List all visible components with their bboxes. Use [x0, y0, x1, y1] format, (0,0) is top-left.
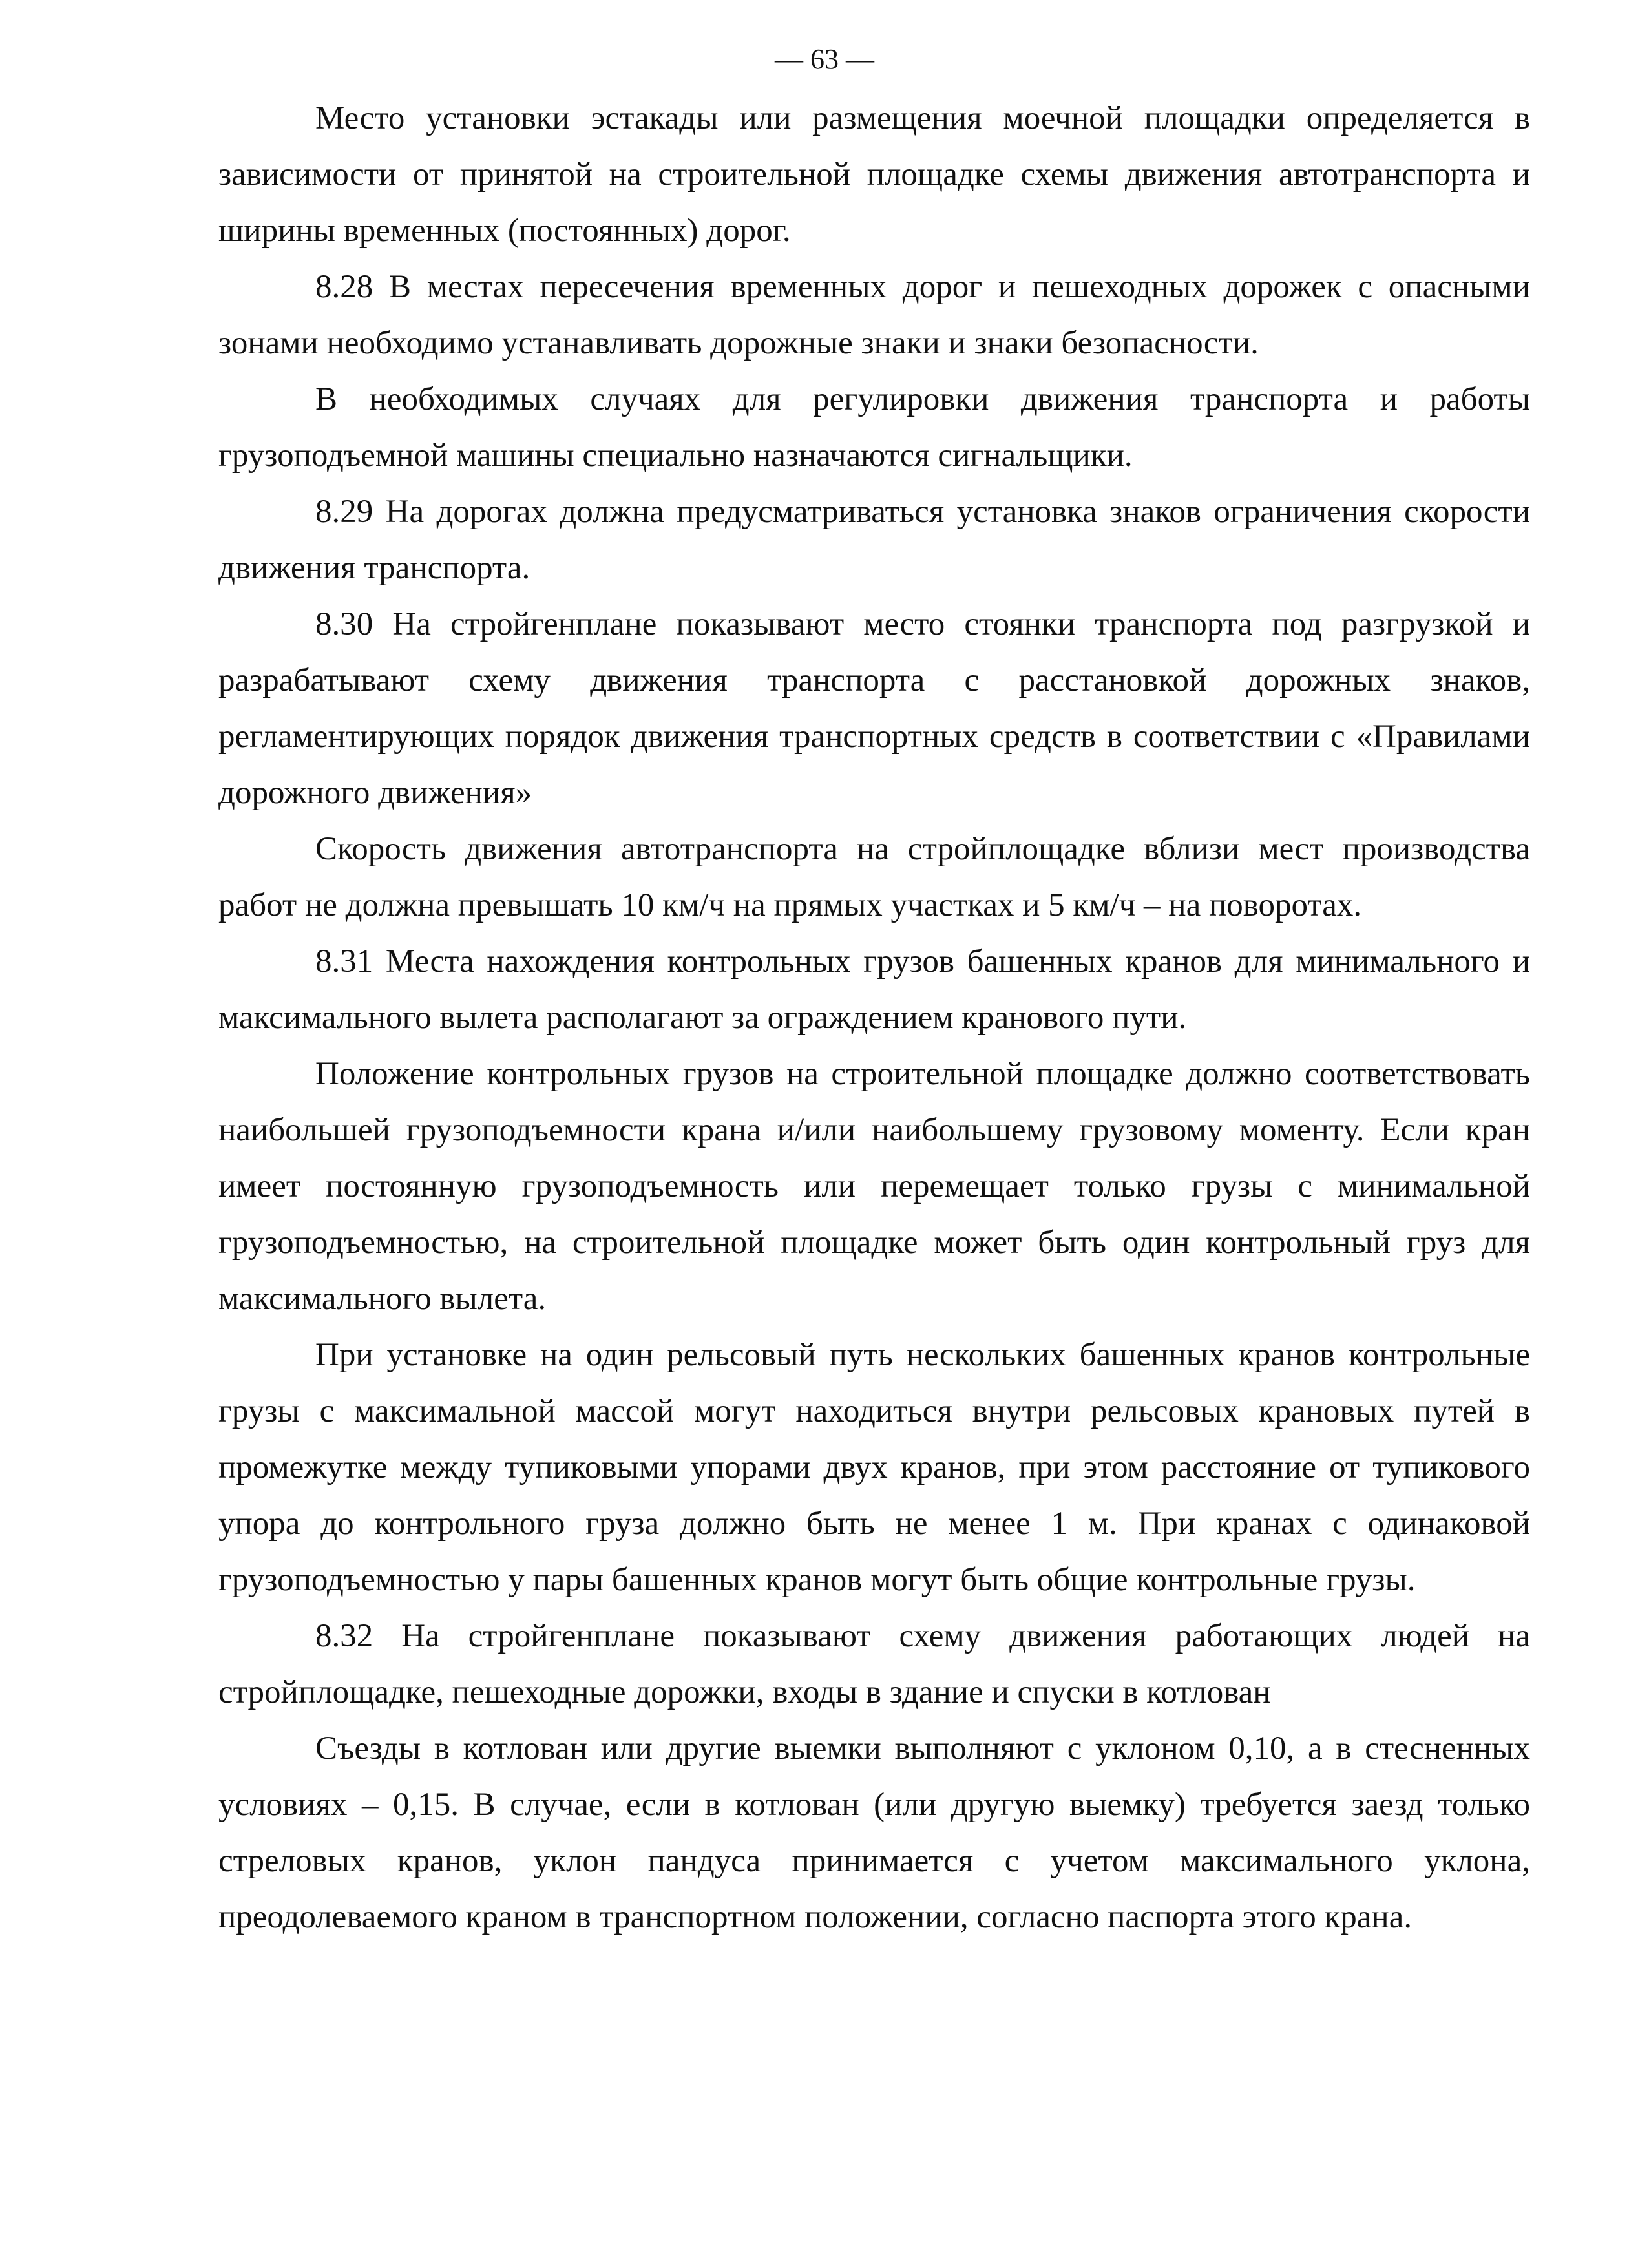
paragraph-2: 8.28 В местах пересечения временных дорог и пешеходных дорожек с опасными зонами необходимо устанавливать дорожные знаки и знаки безопасности.	[218, 269, 1530, 361]
paragraph-9: При установке на один рельсовый путь нескольких башенных кранов контрольные грузы с максимальной массой могут находиться внутри рельсовых крановых путей в промежутке между тупиковыми упорами двух кранов, при этом расстояние от тупикового упора до контрольного груза должно быть не менее 1 м. При кранах с одинаковой грузоподъемностью у пары башенных кранов могут быть общие контрольные грузы.	[218, 1337, 1530, 1598]
page-number: — 63 —	[775, 43, 874, 75]
paragraph-8: Положение контрольных грузов на строительной площадке должно соответствовать наибольшей грузоподъемности крана и/или наибольшему грузовому моменту. Если кран имеет постоянную грузоподъемность или перемещает только грузы с минимальной грузоподъемностью, на строительной площадке может быть один контрольный груз для максимального вылета.	[218, 1056, 1530, 1317]
paragraph-5: 8.30 На стройгенплане показывают место стоянки транспорта под разгрузкой и разрабатывают схему движения транспорта с расстановкой дорожных знаков, регламентирующих порядок движения транспортных средств в соответствии с «Правилами дорожного движения»	[218, 606, 1530, 811]
paragraph-11: Съезды в котлован или другие выемки выполняют с уклоном 0,10, а в стесненных условиях – 0,15. В случае, если в котлован (или другую выемку) требуется заезд только стреловых кранов, уклон пандуса принимается с учетом максимального уклона, преодолеваемого краном в транспортном положении, согласно паспорта этого крана.	[218, 1730, 1530, 1935]
paragraph-4: 8.29 На дорогах должна предусматриваться установка знаков ограничения скорости движения транспорта.	[218, 494, 1530, 586]
paragraph-1: Место установки эстакады или размещения моечной площадки определяется в зависимости от принятой на строительной площадке схемы движения автотранспорта и ширины временных (постоянных) дорог.	[218, 100, 1530, 249]
paragraph-10: 8.32 На стройгенплане показывают схему движения работающих людей на стройплощадке, пешеходные дорожки, входы в здание и спуски в котлован	[218, 1618, 1530, 1710]
paragraph-7: 8.31 Места нахождения контрольных грузов башенных кранов для минимального и максимального вылета располагают за ограждением кранового пути.	[218, 943, 1530, 1036]
paragraph-3: В необходимых случаях для регулировки движения транспорта и работы грузоподъемной машины специально назначаются сигнальщики.	[218, 381, 1530, 474]
body-text	[218, 90, 1530, 1946]
paragraph-6: Скорость движения автотранспорта на стройплощадке вблизи мест производства работ не должна превышать 10 км/ч на прямых участках и 5 км/ч – на поворотах.	[218, 831, 1530, 923]
